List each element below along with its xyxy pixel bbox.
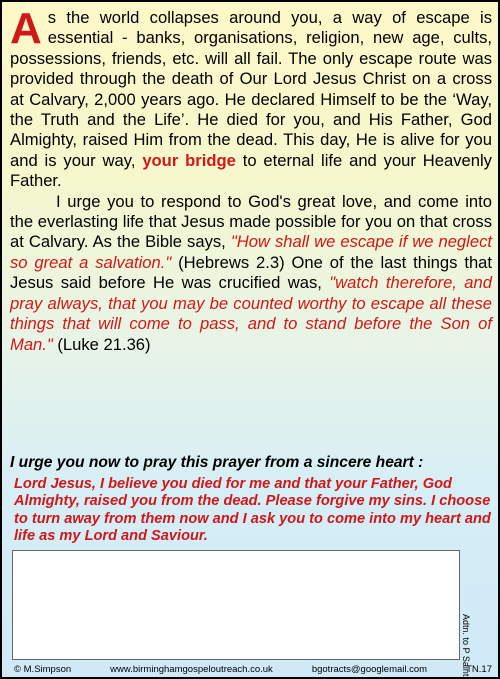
footer <box>14 664 492 675</box>
paragraph-1 <box>10 4 492 192</box>
website-link[interactable]: www.birminghamgospeloutreach.co.uk <box>110 664 273 675</box>
main-text <box>10 4 493 355</box>
prayer-text: Lord Jesus, I believe you died for me and that your Father, God Almighty, raised you from the dead. Please forgive my sins. I choose to turn away from them now and I ask you to come into my heart and life as my Lord and Saviour. <box>14 476 491 545</box>
your-bridge-highlight: your bridge <box>142 150 236 170</box>
email-link[interactable]: bgotracts@googlemail.com <box>311 664 428 675</box>
drop-cap: A <box>10 4 42 53</box>
paragraph-2 <box>10 192 492 355</box>
luke-quote: "watch therefore, and pray always, that you may be counted worthy to escape all these things that will come to pass, and to stand before the Son of Man." <box>10 273 492 354</box>
hebrews-quote: "How shall we escape if we neglect so great a salvation." <box>10 232 492 272</box>
contact-note-box[interactable] <box>12 550 460 660</box>
copyright: © M.Simpson <box>14 664 72 675</box>
paragraph-2-text: I urge you to respond to God's great love, and come into the everlasting life that Jesus made possible for you on that cross at Calvary. As the Bible says, <box>10 191 492 252</box>
paragraph-2-end: (Luke 21.36) <box>52 334 151 354</box>
prayer-heading: I urge you now to pray this prayer from a sincere heart : <box>10 454 424 471</box>
paragraph-1-text: s the world collapses around you, a way of escape is essential - banks, organisations, religion, new age, cults, possessions, friends, etc. will all fail. The only escape route was provided through the death of Our Lord Jesus Christ on a cross at Calvary, 2,000 years ago. He declared Himself to be the ‘Way, the Truth and the Life’. He died for you, and His Father, God Almighty, raised Him from the dead. This day, He is alive for you and is your way, <box>10 8 492 170</box>
tract-code: TN.17 <box>466 664 492 675</box>
paragraph-2-mid: (Hebrews 2.3) One of the last things that Jesus said before He was crucified was, <box>10 252 493 293</box>
adaptation-credit: Adtn. to P Saint <box>461 614 471 677</box>
paragraph-1-end: to eternal life and your Heavenly Father. <box>10 150 492 191</box>
